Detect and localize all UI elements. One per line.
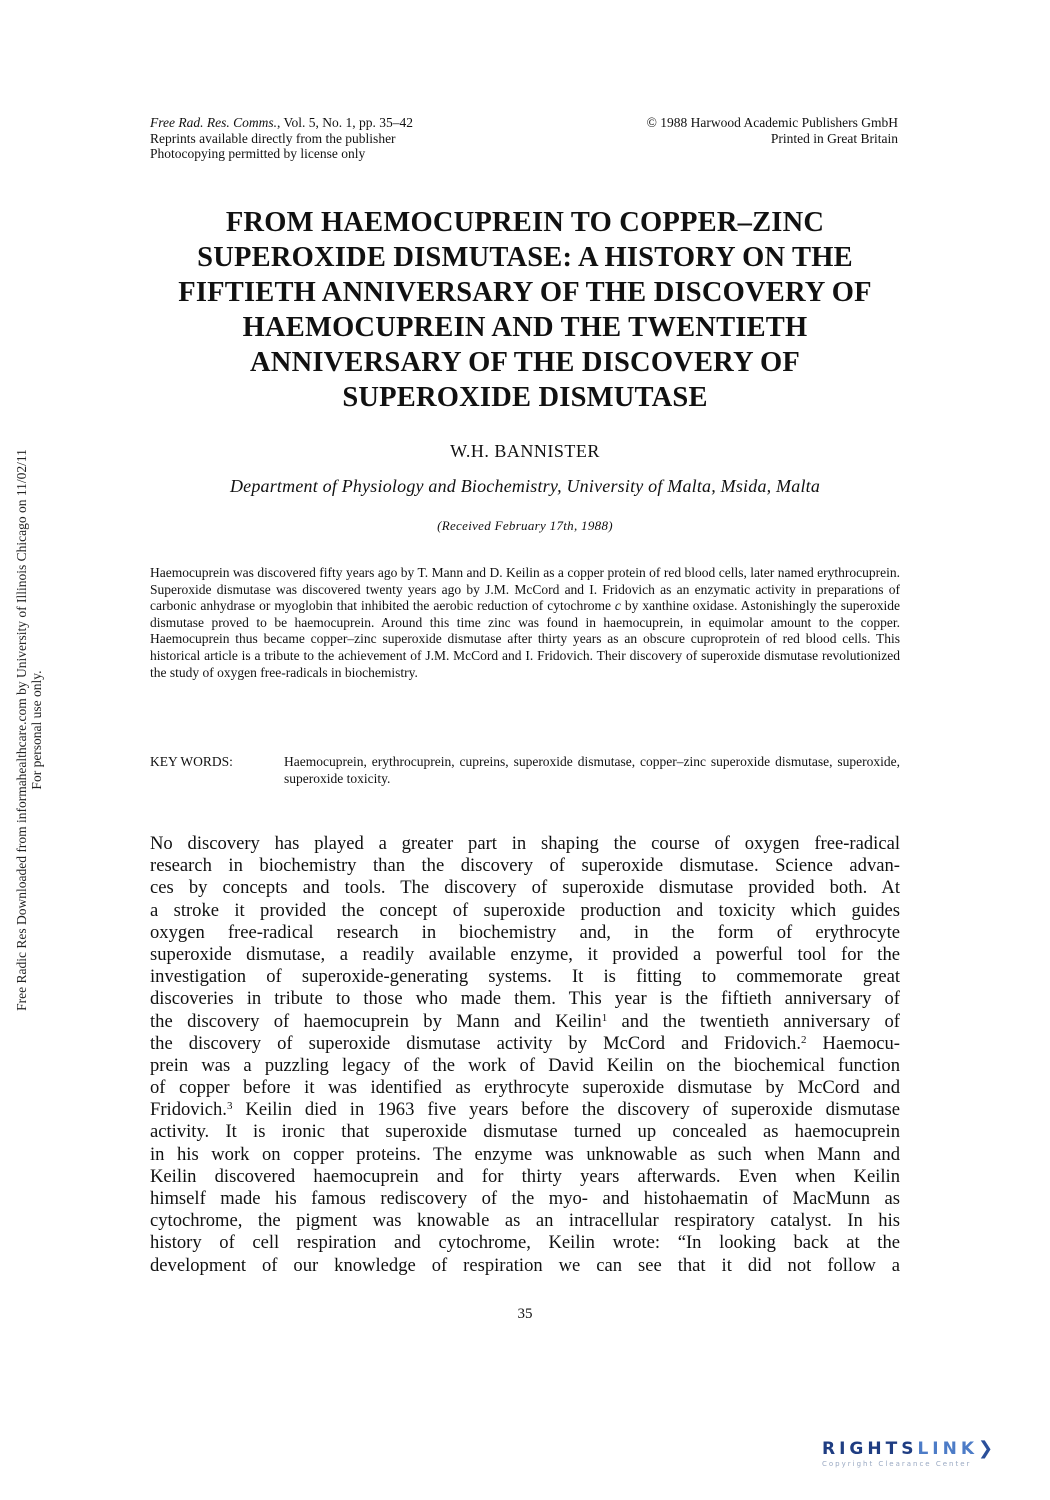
keywords-text: Haemocuprein, erythrocuprein, cupreins, superoxide dismutase, copper–zinc superoxide dismutase, superoxide, superoxide toxicity. — [284, 754, 900, 786]
body-line: himself made his famous rediscovery of the myo- and histohaematin of MacMunn as — [150, 1188, 900, 1209]
body-line: ces by concepts and tools. The discovery of superoxide dismutase provided both. At — [150, 877, 900, 899]
article-title — [110, 205, 940, 415]
page-number: 35 — [517, 1306, 533, 1322]
journal-citation — [150, 115, 570, 162]
title-line: FIFTIETH ANNIVERSARY OF THE DISCOVERY OF — [178, 277, 872, 308]
download-watermark — [14, 370, 44, 1090]
body-line: cytochrome, the pigment was knowable as an intracellular respiratory catalyst. In his — [150, 1210, 900, 1232]
author-name: W.H. BANNISTER — [450, 441, 600, 461]
title-line: SUPEROXIDE DISMUTASE — [342, 382, 708, 413]
body-line: investigation of superoxide-generating systems. It is fitting to commemorate great — [150, 966, 900, 988]
title-line: HAEMOCUPREIN AND THE TWENTIETH — [242, 312, 808, 343]
abstract — [150, 565, 900, 681]
body-line: Keilin discovered haemocuprein and for thirty years afterwards. Even when Keilin — [150, 1165, 900, 1187]
body-line: history of cell respiration and cytochrome, Keilin wrote: “In looking back at the — [150, 1232, 900, 1254]
body-line: No discovery has played a greater part in shaping the course of oxygen free-radical — [150, 833, 900, 854]
rightslink-logo[interactable] — [822, 1438, 1032, 1470]
rightslink-subtitle: Copyright Clearance Center — [822, 1460, 972, 1468]
title-line: ANNIVERSARY OF THE DISCOVERY OF — [250, 347, 800, 378]
body-line: oxygen free-radical research in biochemistry and, in the form of erythrocyte — [150, 921, 900, 943]
keywords-label: KEY WORDS: — [150, 754, 233, 769]
body-line: in his work on copper proteins. The enzyme was unknowable as such when Mann and — [150, 1143, 900, 1165]
body-text: Haemocu- — [806, 1032, 900, 1054]
copyright-line: © 1988 Harwood Academic Publishers GmbH — [646, 115, 898, 130]
body-line — [150, 1011, 900, 1033]
title-line: SUPEROXIDE DISMUTASE: A HISTORY ON THE — [197, 242, 853, 273]
rightslink-rights: RIGHTS — [822, 1439, 918, 1459]
body-paragraph — [150, 833, 900, 1277]
reference-3: 3 — [226, 1100, 233, 1113]
title-line: FROM HAEMOCUPREIN TO COPPER–ZINC — [225, 207, 825, 238]
body-text: the discovery of superoxide dismutase activity by McCord and Fridovich. — [150, 1032, 801, 1054]
abstract-text-2: by xanthine oxidase. Astonishingly the superoxide dismutase proved to be haemocuprein. Around this time zinc was found in haemocuprein, in equimolar amount to the copper. Haemocuprein thus became copper–zinc superoxide dismutase after thirty years as an obscure cuproprotein of red blood cells. This historical article is a tribute to the achievement of J.M. McCord and I. Fridovich. Their discovery of superoxide dismutase revolutionized the study of oxygen free-radicals in biochemistry. — [150, 598, 900, 680]
reference-2: 2 — [801, 1033, 807, 1046]
author-affiliation: Department of Physiology and Biochemistry, University of Malta, Msida, Malta — [229, 476, 821, 496]
abstract-text-1: Haemocuprein was discovered fifty years ago by T. Mann and D. Keilin as a copper protein of red blood cells, later named erythrocuprein. Superoxide dismutase was discovered twenty years ago by J.M. McCord and I. Fridovich as an enzymatic activity in preparations of carbonic anhydrase or myoglobin that inhibited the aerobic reduction of cytochrome — [150, 565, 900, 614]
body-line: discoveries in tribute to those who made them. This year is the fiftieth anniversary of — [150, 988, 900, 1010]
body-text: Keilin died in 1963 five years before the discovery of superoxide dismutase — [232, 1099, 900, 1121]
personal-use-line: For personal use only. — [29, 670, 44, 790]
body-text: Fridovich. — [150, 1099, 227, 1121]
abstract-italic-c: c — [614, 598, 621, 614]
body-line — [150, 1033, 900, 1055]
journal-volume: , Vol. 5, No. 1, pp. 35–42 — [276, 115, 413, 130]
rightslink-link: LINK — [917, 1439, 978, 1459]
reference-1: 1 — [601, 1011, 608, 1024]
body-line: of copper before it was identified as erythrocyte superoxide dismutase by McCord and — [150, 1077, 900, 1099]
body-text: and the twentieth anniversary of — [607, 1010, 900, 1032]
body-line: development of our knowledge of respiration we can see that it did not follow a — [150, 1254, 900, 1276]
publisher-info — [518, 115, 898, 146]
rightslink-wordmark — [822, 1438, 1032, 1459]
journal-name: Free Rad. Res. Comms. — [150, 115, 277, 130]
body-line: activity. It is ironic that superoxide dismutase turned up concealed as haemocuprein — [150, 1121, 900, 1143]
body-line: superoxide dismutase, a readily available enzyme, it provided a powerful tool for the — [150, 943, 900, 965]
journal-reference — [150, 115, 570, 131]
body-line: research in biochemistry than the discovery of superoxide dismutase. Science advan- — [150, 855, 900, 877]
reprints-note: Reprints available directly from the publisher — [150, 130, 396, 146]
body-line: a stroke it provided the concept of superoxide production and toxicity which guides — [150, 899, 900, 921]
download-line: Free Radic Res Downloaded from informahealthcare.com by University of Illinois Chicago on 11/02/11 — [14, 449, 29, 1011]
printed-line: Printed in Great Britain — [770, 130, 898, 146]
chevron-right-icon: ❯ — [978, 1438, 994, 1459]
photocopy-note: Photocopying permitted by license only — [150, 146, 366, 161]
body-line: prein was a puzzling legacy of the work of David Keilin on the biochemical function — [150, 1054, 900, 1076]
body-line — [150, 1099, 900, 1121]
received-date: (Received February 17th, 1988) — [437, 518, 613, 533]
body-text: the discovery of haemocuprein by Mann and Keilin — [150, 1010, 602, 1032]
